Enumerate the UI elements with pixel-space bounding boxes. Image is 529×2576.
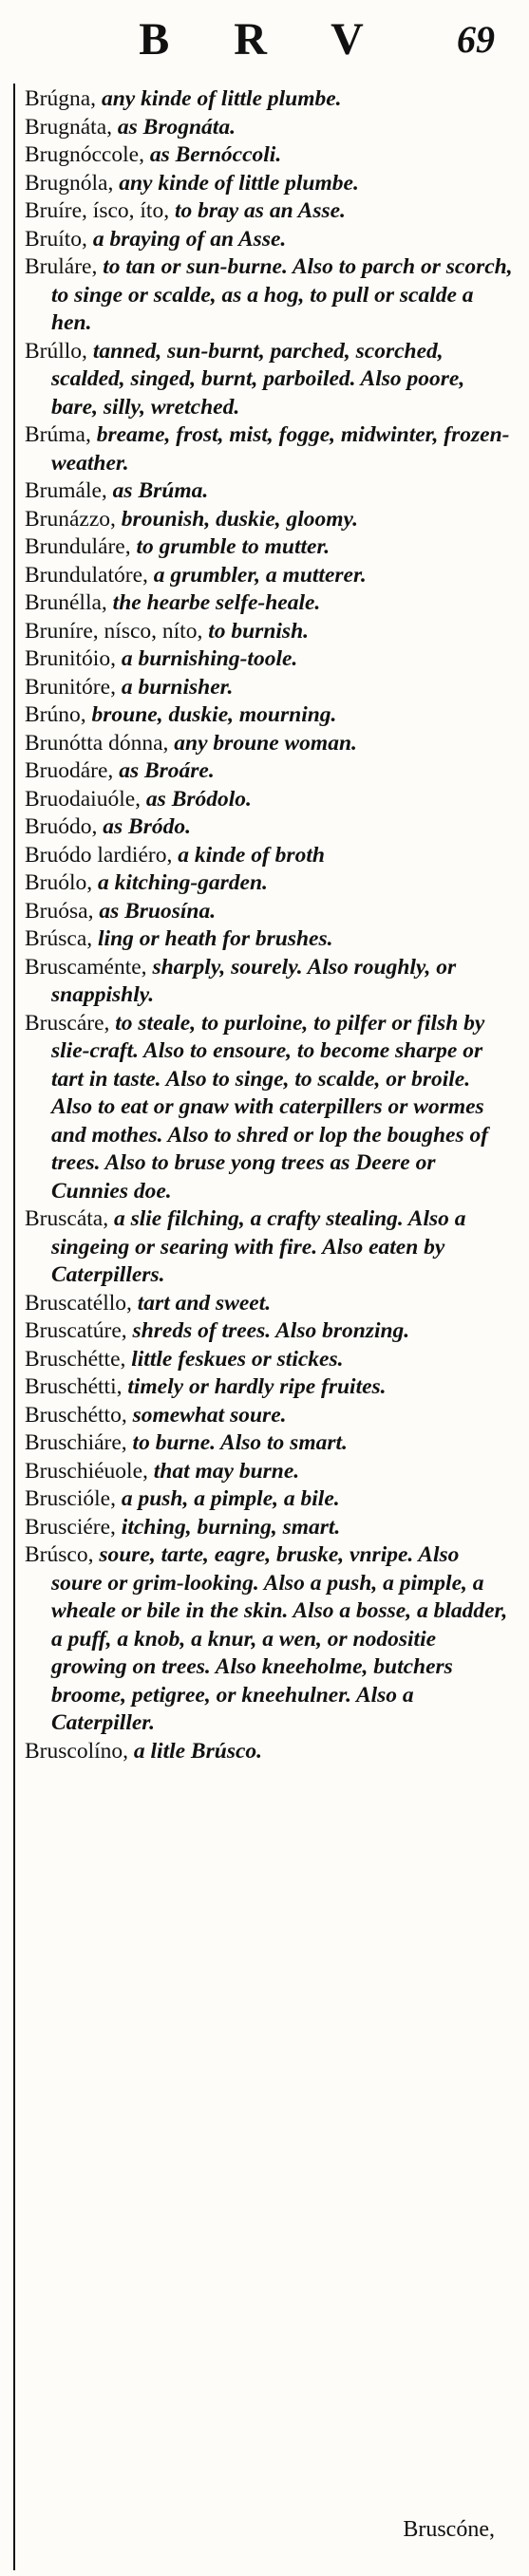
entry-definition: a kitching-garden. <box>92 870 268 895</box>
dictionary-entry <box>25 757 515 786</box>
entry-headword: Brugnóla, <box>25 170 114 196</box>
entry-definition: itching, burning, smart. <box>115 1514 341 1540</box>
entry-headword: Bruschétte, <box>25 1346 126 1372</box>
entry-headword: Brunázzo, <box>25 506 116 532</box>
catchword: Bruscóne, <box>403 2517 495 2542</box>
entry-definition: shreds of trees. Also bronzing. <box>126 1318 410 1343</box>
entry-headword: Brugnóccole, <box>25 142 144 167</box>
entry-definition: soure, tarte, eagre, bruske, vnripe. Also soure or grim-looking. Also a push, a pimple, a wheale or bile in the skin. Also a bosse, a bladder, a puff, a knob, a knur, a wen, or nodositie growing on trees. Also kneeholme, butchers broome, petigree, or kneehulner. Also a Caterpiller. <box>51 1542 508 1735</box>
dictionary-entry <box>25 786 515 814</box>
entry-definition: broune, duskie, mourning. <box>85 702 337 727</box>
entry-definition: to steale, to purloine, to pilfer or filsh by slie-craft. Also to ensoure, to become sharpe or tart in taste. Also to singe, to scalde, or broile. Also to eat or gnaw with caterpillers or wormes and mothes. Also to shred or lop the boughes of trees. Also to bruse yong trees as Deere or Cunnies doe. <box>51 1010 489 1204</box>
dictionary-entry <box>25 842 515 870</box>
dictionary-entry <box>25 1485 515 1514</box>
entry-headword: Brugnáta, <box>25 114 113 140</box>
dictionary-entry <box>25 226 515 254</box>
entry-definition: a braying of an Asse. <box>86 226 287 252</box>
entry-headword: Brúgna, <box>25 86 97 111</box>
dictionary-entry <box>25 1346 515 1374</box>
dictionary-entry <box>25 618 515 646</box>
dictionary-entry <box>25 533 515 562</box>
entry-headword: Bruschétti, <box>25 1374 123 1399</box>
dictionary-entry <box>25 421 515 477</box>
dictionary-entry <box>25 589 515 618</box>
entry-headword: Bruschiéuole, <box>25 1458 148 1484</box>
dictionary-entry <box>25 1010 515 1206</box>
entry-definition: the hearbe selfe-heale. <box>106 590 321 615</box>
dictionary-entry <box>25 1514 515 1542</box>
dictionary-entry <box>25 645 515 674</box>
entry-definition: to burne. Also to smart. <box>126 1430 348 1455</box>
entry-definition: as Bródo. <box>97 814 191 839</box>
entry-definition: a burnishing-toole. <box>115 646 298 671</box>
dictionary-entry <box>25 869 515 898</box>
entry-headword: Bruíto, <box>25 226 87 252</box>
entry-headword: Brunélla, <box>25 590 107 615</box>
entry-headword: Brunitóio, <box>25 646 116 671</box>
entry-headword: Bruscatéllo, <box>25 1290 132 1316</box>
entry-definition: a grumbler, a mutterer. <box>147 562 367 588</box>
entry-headword: Bruscáta, <box>25 1206 109 1231</box>
entry-definition: to tan or sun-burne. Also to parch or scorch, to singe or scalde, as a hog, to pull or scalde a hen. <box>51 254 513 335</box>
dictionary-entry <box>25 1458 515 1486</box>
dictionary-entry <box>25 1402 515 1430</box>
entry-headword: Bruschiáre, <box>25 1430 127 1455</box>
entry-headword: Brunótta dónna, <box>25 730 169 756</box>
entry-definition: as Bernóccoli. <box>143 142 282 167</box>
entry-headword: Bruníre, nísco, níto, <box>25 618 203 644</box>
entry-headword: Bruscióle, <box>25 1486 116 1511</box>
dictionary-entry <box>25 1317 515 1346</box>
dictionary-entry <box>25 1541 515 1738</box>
dictionary-entry <box>25 701 515 730</box>
entry-definition: to grumble to mutter. <box>130 534 331 559</box>
entry-definition: any kinde of little plumbe. <box>96 86 342 111</box>
entry-definition: to bray as an Asse. <box>169 198 346 223</box>
dictionary-entry <box>25 253 515 338</box>
entry-definition: to burnish. <box>202 618 310 644</box>
entry-definition: a kinde of broth <box>172 842 325 868</box>
entry-headword: Bruódo, <box>25 814 98 839</box>
dictionary-entry <box>25 562 515 590</box>
entry-definition: somewhat soure. <box>126 1402 287 1428</box>
dictionary-entry <box>25 954 515 1010</box>
entry-definition: that may burne. <box>147 1458 300 1484</box>
entry-definition: any kinde of little plumbe. <box>113 170 359 196</box>
entry-headword: Brunduláre, <box>25 534 131 559</box>
dictionary-entry <box>25 477 515 506</box>
entry-headword: Bruscatúre, <box>25 1318 127 1343</box>
entry-headword: Brúsco, <box>25 1542 94 1567</box>
dictionary-entry <box>25 813 515 842</box>
entry-definition: as Brúma. <box>106 478 209 503</box>
entry-headword: Brunitóre, <box>25 674 116 700</box>
column-rule <box>13 84 15 2570</box>
entry-definition: as Bruosína. <box>93 898 217 924</box>
running-head: B R V <box>139 14 390 65</box>
dictionary-entries <box>25 85 515 1765</box>
dictionary-entry <box>25 674 515 702</box>
entry-headword: Brundulatóre, <box>25 562 148 588</box>
dictionary-entry <box>25 170 515 198</box>
dictionary-entry <box>25 1429 515 1458</box>
dictionary-entry <box>25 1290 515 1318</box>
entry-headword: Bruláre, <box>25 254 98 279</box>
entry-definition: sharply, sourely. Also roughly, or snappishly. <box>51 954 457 1007</box>
dictionary-entry <box>25 1373 515 1402</box>
entry-definition: a litle Brúsco. <box>128 1738 263 1764</box>
dictionary-entry <box>25 114 515 142</box>
dictionary-entry <box>25 1738 515 1766</box>
entry-definition: timely or hardly ripe fruites. <box>122 1374 387 1399</box>
entry-definition: tart and sweet. <box>131 1290 272 1316</box>
entry-definition: as Broáre. <box>113 758 215 783</box>
entry-headword: Bruscolíno, <box>25 1738 129 1764</box>
entry-headword: Brúma, <box>25 422 91 447</box>
dictionary-entry <box>25 338 515 422</box>
entry-headword: Bruódo lardiéro, <box>25 842 173 868</box>
entry-headword: Brumále, <box>25 478 107 503</box>
entry-headword: Bruschétto, <box>25 1402 127 1428</box>
entry-definition: ling or heath for brushes. <box>92 926 333 951</box>
dictionary-entry <box>25 730 515 758</box>
entry-headword: Brusciére, <box>25 1514 116 1540</box>
page-number: 69 <box>457 18 495 61</box>
entry-definition: as Bródolo. <box>141 786 252 812</box>
entry-headword: Bruíre, ísco, íto, <box>25 198 170 223</box>
entry-headword: Bruodaiuóle, <box>25 786 142 812</box>
entry-definition: a slie filching, a crafty stealing. Also a singeing or searing with fire. Also eaten by Caterpillers. <box>51 1206 466 1287</box>
entry-definition: as Brognáta. <box>112 114 236 140</box>
dictionary-entry <box>25 898 515 926</box>
dictionary-entry <box>25 506 515 534</box>
entry-definition: breame, frost, mist, fogge, midwinter, frozen-weather. <box>51 422 510 476</box>
entry-definition: tanned, sun-burnt, parched, scorched, scalded, singed, burnt, parboiled. Also poore, bare, silly, wretched. <box>51 338 465 420</box>
entry-definition: brounish, duskie, gloomy. <box>115 506 358 532</box>
entry-definition: little feskues or stickes. <box>125 1346 344 1372</box>
dictionary-entry <box>25 925 515 954</box>
page-header <box>0 0 529 82</box>
dictionary-entry <box>25 85 515 114</box>
entry-definition: any broune woman. <box>168 730 357 756</box>
entry-headword: Bruscaménte, <box>25 954 147 980</box>
entry-headword: Brúsca, <box>25 926 93 951</box>
entry-headword: Bruólo, <box>25 870 93 895</box>
entry-headword: Bruscáre, <box>25 1010 110 1036</box>
entry-headword: Bruósa, <box>25 898 94 924</box>
dictionary-entry <box>25 141 515 170</box>
entry-headword: Bruodáre, <box>25 758 114 783</box>
entry-definition: a burnisher. <box>115 674 234 700</box>
entry-headword: Brúllo, <box>25 338 87 364</box>
dictionary-entry <box>25 197 515 226</box>
dictionary-entry <box>25 1205 515 1290</box>
entry-headword: Brúno, <box>25 702 86 727</box>
entry-definition: a push, a pimple, a bile. <box>115 1486 340 1511</box>
